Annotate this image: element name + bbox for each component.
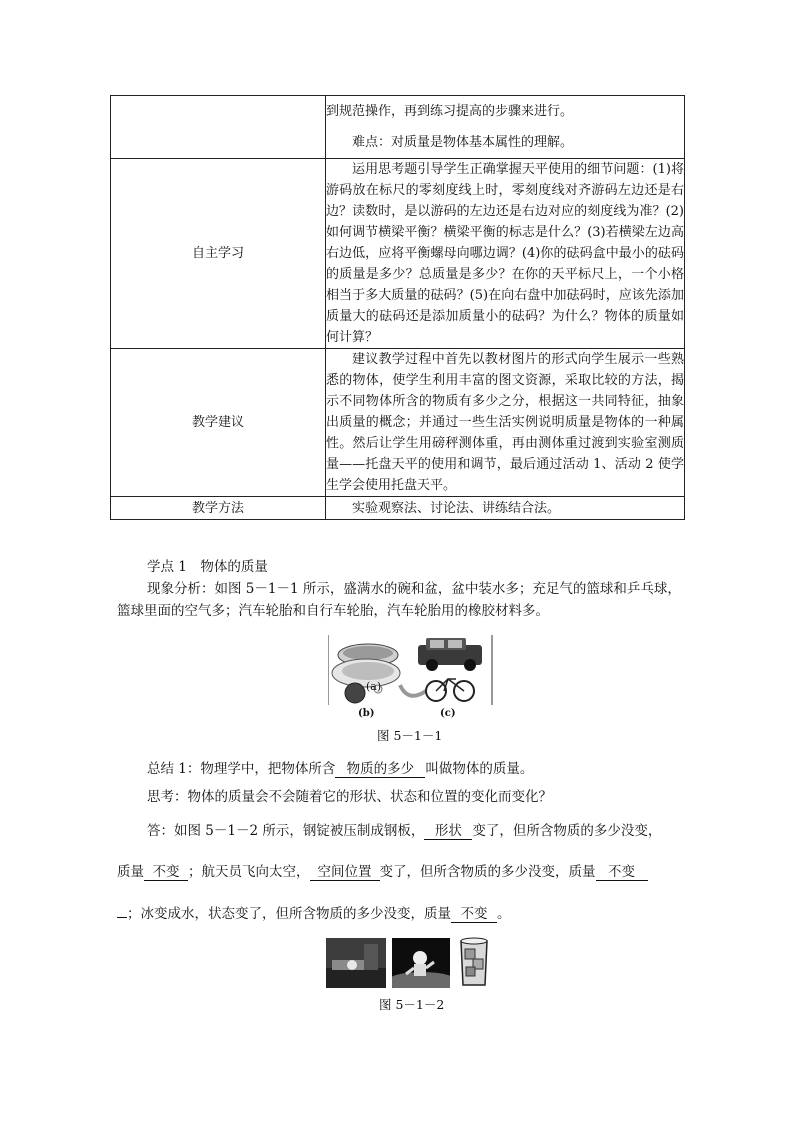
summary-text: 叫做物体的质量。 [425, 761, 534, 777]
answer-blank: 空间位置 [310, 864, 380, 881]
table-label-empty [111, 96, 326, 159]
answer-line-3 [117, 903, 687, 925]
figure-5-1-1 [328, 633, 494, 723]
figure-5-1-2-steel-photo [326, 938, 386, 988]
fig1-label-b: (b) [358, 708, 375, 719]
table-row [111, 349, 685, 497]
lesson-table [110, 95, 685, 520]
answer-blank: 物质的多少 [335, 761, 425, 778]
answer-text: ；冰变成水，状态变了，但所含物质的多少没变，质量 [127, 906, 451, 922]
answer-text: 变了，但所含物质的多少没变，质量 [379, 864, 596, 880]
answer-text: 。 [497, 906, 511, 922]
self-study-text: 运用思考题引导学生正确掌握天平使用的细节问题：(1)将游码放在标尺的零刻度线上时，零刻度线对齐游码左边还是右边？读数时，是以游码的左边还是右边对应的刻度线为准？(2)如何调节横梁平衡？横梁平衡的标志是什么？(3)若横梁左边高右边低，应将平衡螺母向哪边调？(4)你的砝码盒中最小的砝码的质量是多少？总质量是多少？在你的天平标尺上，一个小格相当于多大质量的砝码？(5)在向右盘中加砝码时，应该先添加质量大的砝码还是添加质量小的砝码？为什么？物体的质量如何计算？ [326, 162, 684, 345]
table-cell [326, 96, 685, 159]
figure-5-1-2-astronaut-photo [392, 938, 450, 988]
think-text: 思考：物体的质量会不会随着它的形状、状态和位置的变化而变化？ [147, 789, 552, 805]
fig1-label-c: (c) [440, 708, 456, 719]
answer-blank: 不变 [451, 906, 497, 923]
table-row [111, 159, 685, 349]
figure-caption: 图 5－1－1 [377, 728, 443, 743]
answer-text: ；航天员飞向太空， [188, 864, 310, 880]
table-label: 教学建议 [111, 349, 326, 497]
teaching-suggestion-text: 建议教学过程中首先以教材图片的形式向学生展示一些熟悉的物体，使学生利用丰富的图文资源，采取比较的方法，揭示不同物体所含的物质有多少之分，根据这一共同特征，抽象出质量的概念；并通过一些生活实例说明质量是物体的一种属性。然后让学生用磅秤测体重，再由测体重过渡到实验室测质量——托盘天平的使用和调节，最后通过活动 1、活动 2 使学生学会使用托盘天平。 [326, 352, 684, 493]
summary-text: 总结 1：物理学中，把物体所含 [147, 761, 336, 777]
key-point-text: 到规范操作，再到练习提高的步骤来进行。 [326, 104, 574, 119]
analysis-paragraph [117, 578, 687, 622]
table-cell [326, 497, 685, 520]
answer-blank: 不变 [144, 864, 188, 881]
figure-caption: 图 5－1－2 [379, 997, 445, 1012]
answer-text: 变了，但所含物质的多少没变， [472, 823, 662, 839]
analysis-line: 篮球里面的空气多；汽车轮胎和自行车轮胎，汽车轮胎用的橡胶材料多。 [117, 603, 549, 619]
table-label: 自主学习 [111, 159, 326, 349]
teaching-method-text: 实验观察法、讨论法、讲练结合法。 [352, 500, 561, 516]
answer-blank-continued [117, 917, 127, 918]
answer-blank: 不变 [596, 864, 648, 881]
think-line [117, 786, 687, 808]
answer-text: 质量 [117, 864, 144, 880]
analysis-line: 现象分析：如图 5－1－1 所示，盛满水的碗和盆，盆中装水多；充足气的篮球和乒乓球， [147, 581, 681, 597]
section-heading [117, 556, 687, 578]
answer-line-1 [117, 820, 687, 842]
table-cell [326, 159, 685, 349]
table-label: 教学方法 [111, 497, 326, 520]
fig1-label-a: (a) [366, 680, 382, 693]
answer-text: 答：如图 5－1－2 所示，钢锭被压制成钢板， [147, 823, 425, 839]
table-row [111, 497, 685, 520]
answer-blank: 形状 [424, 823, 472, 840]
figure-5-1-2-ice-glass-photo [457, 935, 491, 990]
summary-line [117, 758, 687, 780]
section-heading-text: 学点 1 物体的质量 [147, 559, 268, 575]
table-row [111, 96, 685, 159]
answer-line-2 [117, 861, 687, 883]
table-cell [326, 349, 685, 497]
difficulty-text: 难点：对质量是物体基本属性的理解。 [352, 135, 574, 150]
